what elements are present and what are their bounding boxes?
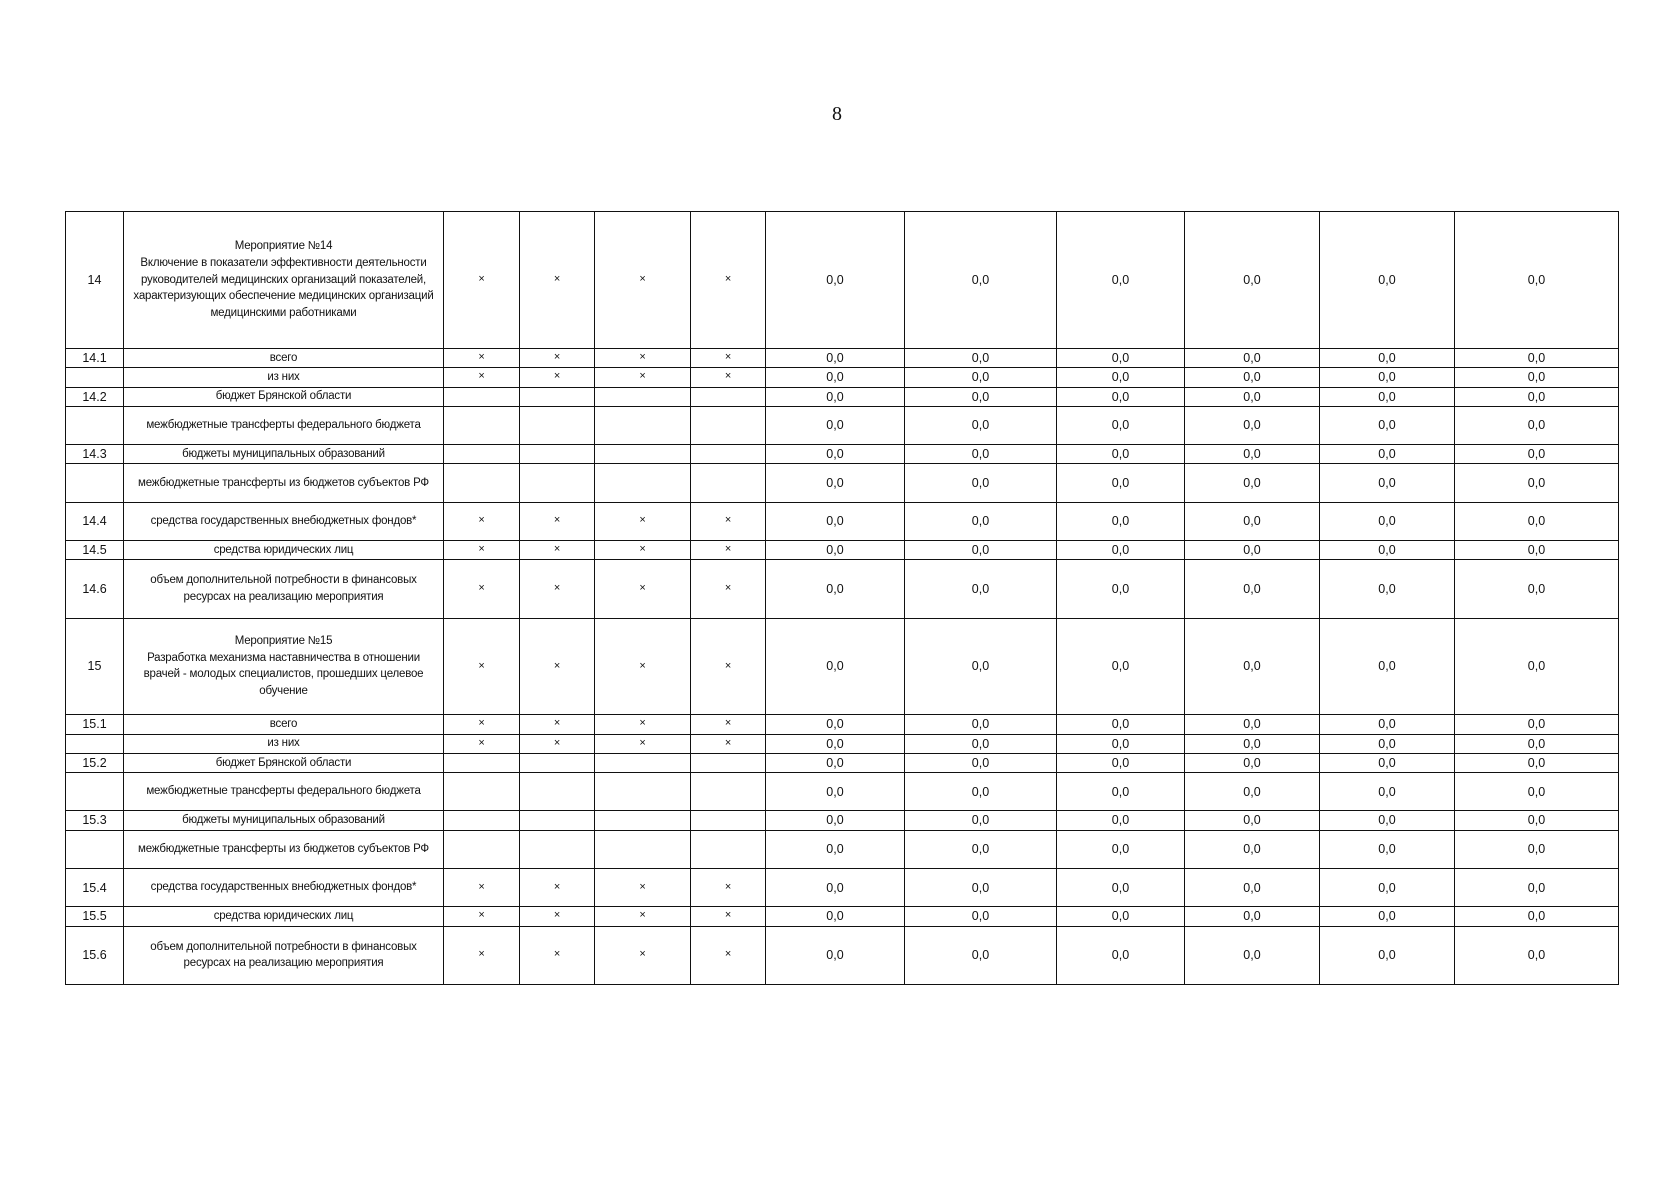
value-cell: 0,0 (1455, 926, 1619, 985)
mark-cell: × (595, 502, 691, 540)
mark-cell (595, 406, 691, 444)
table-row (66, 926, 1619, 985)
mark-cell: × (691, 715, 766, 734)
table-row (66, 773, 1619, 811)
table-row (66, 715, 1619, 734)
mark-cell: × (595, 618, 691, 715)
value-cell: 0,0 (1320, 907, 1455, 926)
mark-cell (595, 773, 691, 811)
value-cell: 0,0 (766, 715, 905, 734)
value-cell: 0,0 (1185, 811, 1320, 830)
measure-text: Включение в показатели эффективности деятельности руководителей медицинских организаций показателей, характеризующих обеспечение медицинских организаций медицинскими работниками (133, 257, 434, 320)
table-row (66, 502, 1619, 540)
mark-cell: × (595, 560, 691, 618)
table-row (66, 830, 1619, 868)
value-cell: 0,0 (1057, 212, 1185, 349)
mark-cell (520, 830, 595, 868)
value-cell: 0,0 (905, 753, 1057, 772)
mark-cell (444, 811, 520, 830)
mark-cell: × (520, 212, 595, 349)
value-cell: 0,0 (1320, 830, 1455, 868)
value-cell: 0,0 (766, 753, 905, 772)
mark-cell: × (444, 868, 520, 906)
table-row (66, 907, 1619, 926)
value-cell: 0,0 (1455, 734, 1619, 753)
value-cell: 0,0 (1185, 618, 1320, 715)
mark-cell (444, 753, 520, 772)
value-cell: 0,0 (1057, 560, 1185, 618)
value-cell: 0,0 (905, 368, 1057, 387)
value-cell: 0,0 (905, 540, 1057, 559)
mark-cell (691, 753, 766, 772)
value-cell: 0,0 (1057, 773, 1185, 811)
value-cell: 0,0 (1455, 907, 1619, 926)
value-cell: 0,0 (1185, 212, 1320, 349)
mark-cell: × (595, 907, 691, 926)
row-number (66, 734, 124, 753)
value-cell: 0,0 (1320, 212, 1455, 349)
row-number (66, 368, 124, 387)
mark-cell: × (691, 502, 766, 540)
row-number (66, 464, 124, 502)
row-number: 15.5 (66, 907, 124, 926)
table-row (66, 734, 1619, 753)
row-number: 14.6 (66, 560, 124, 618)
mark-cell (595, 387, 691, 406)
mark-cell: × (691, 349, 766, 368)
mark-cell (691, 464, 766, 502)
value-cell: 0,0 (1455, 349, 1619, 368)
value-cell: 0,0 (766, 464, 905, 502)
value-cell: 0,0 (766, 560, 905, 618)
mark-cell: × (595, 926, 691, 985)
row-number: 14.2 (66, 387, 124, 406)
value-cell: 0,0 (1455, 868, 1619, 906)
value-cell: 0,0 (905, 868, 1057, 906)
mark-cell: × (595, 212, 691, 349)
row-label: из них (124, 368, 444, 387)
value-cell: 0,0 (1185, 753, 1320, 772)
row-label: объем дополнительной потребности в финансовых ресурсах на реализацию мероприятия (124, 560, 444, 618)
value-cell: 0,0 (1455, 560, 1619, 618)
value-cell: 0,0 (1455, 368, 1619, 387)
measure-text: Разработка механизма наставничества в отношении врачей - молодых специалистов, прошедших целевое обучение (143, 651, 424, 698)
mark-cell: × (520, 349, 595, 368)
value-cell: 0,0 (1455, 753, 1619, 772)
table-row (66, 445, 1619, 464)
value-cell: 0,0 (1455, 773, 1619, 811)
value-cell: 0,0 (1185, 464, 1320, 502)
value-cell: 0,0 (1185, 773, 1320, 811)
mark-cell (595, 830, 691, 868)
row-number: 15 (66, 618, 124, 715)
table-row-measure (66, 212, 1619, 349)
table-row (66, 368, 1619, 387)
mark-cell: × (444, 926, 520, 985)
value-cell: 0,0 (1320, 618, 1455, 715)
value-cell: 0,0 (1320, 715, 1455, 734)
mark-cell (691, 811, 766, 830)
mark-cell: × (691, 868, 766, 906)
mark-cell: × (444, 560, 520, 618)
mark-cell: × (691, 618, 766, 715)
value-cell: 0,0 (1185, 445, 1320, 464)
row-label: из них (124, 734, 444, 753)
mark-cell: × (595, 540, 691, 559)
value-cell: 0,0 (1057, 907, 1185, 926)
table-row (66, 387, 1619, 406)
table-row (66, 349, 1619, 368)
funding-table (65, 211, 1619, 985)
row-label: межбюджетные трансферты федерального бюджета (124, 406, 444, 444)
value-cell: 0,0 (1185, 560, 1320, 618)
value-cell: 0,0 (1057, 464, 1185, 502)
row-label: средства государственных внебюджетных фондов* (124, 502, 444, 540)
value-cell: 0,0 (1057, 368, 1185, 387)
table-row (66, 464, 1619, 502)
value-cell: 0,0 (1320, 868, 1455, 906)
value-cell: 0,0 (1185, 406, 1320, 444)
row-number (66, 773, 124, 811)
value-cell: 0,0 (905, 406, 1057, 444)
value-cell: 0,0 (766, 811, 905, 830)
value-cell: 0,0 (766, 734, 905, 753)
value-cell: 0,0 (1185, 926, 1320, 985)
value-cell: 0,0 (766, 926, 905, 985)
value-cell: 0,0 (1320, 387, 1455, 406)
value-cell: 0,0 (766, 830, 905, 868)
row-number: 14.1 (66, 349, 124, 368)
value-cell: 0,0 (905, 907, 1057, 926)
value-cell: 0,0 (1057, 502, 1185, 540)
value-cell: 0,0 (905, 734, 1057, 753)
mark-cell: × (691, 734, 766, 753)
value-cell: 0,0 (1455, 811, 1619, 830)
mark-cell: × (520, 734, 595, 753)
row-label: межбюджетные трансферты из бюджетов субъектов РФ (124, 830, 444, 868)
value-cell: 0,0 (1455, 618, 1619, 715)
value-cell: 0,0 (1320, 926, 1455, 985)
value-cell: 0,0 (1185, 540, 1320, 559)
value-cell: 0,0 (1057, 715, 1185, 734)
mark-cell: × (444, 618, 520, 715)
row-label: всего (124, 715, 444, 734)
value-cell: 0,0 (905, 349, 1057, 368)
value-cell: 0,0 (1320, 368, 1455, 387)
mark-cell: × (595, 868, 691, 906)
mark-cell: × (444, 907, 520, 926)
mark-cell: × (444, 715, 520, 734)
value-cell: 0,0 (766, 868, 905, 906)
mark-cell: × (520, 560, 595, 618)
value-cell: 0,0 (766, 502, 905, 540)
mark-cell (595, 753, 691, 772)
row-label: бюджет Брянской области (124, 387, 444, 406)
mark-cell: × (520, 368, 595, 387)
mark-cell: × (520, 715, 595, 734)
value-cell: 0,0 (1455, 406, 1619, 444)
mark-cell: × (444, 349, 520, 368)
mark-cell (691, 830, 766, 868)
value-cell: 0,0 (905, 811, 1057, 830)
value-cell: 0,0 (766, 907, 905, 926)
value-cell: 0,0 (1320, 445, 1455, 464)
mark-cell: × (691, 926, 766, 985)
value-cell: 0,0 (1057, 753, 1185, 772)
value-cell: 0,0 (1057, 540, 1185, 559)
mark-cell (444, 406, 520, 444)
table-row (66, 868, 1619, 906)
mark-cell (444, 773, 520, 811)
row-label: средства юридических лиц (124, 540, 444, 559)
value-cell: 0,0 (1185, 868, 1320, 906)
value-cell: 0,0 (1320, 349, 1455, 368)
row-number: 15.3 (66, 811, 124, 830)
row-label: бюджет Брянской области (124, 753, 444, 772)
table-row (66, 540, 1619, 559)
value-cell: 0,0 (905, 212, 1057, 349)
page-number: 8 (832, 103, 842, 125)
row-number: 15.1 (66, 715, 124, 734)
mark-cell (520, 464, 595, 502)
row-label: бюджеты муниципальных образований (124, 445, 444, 464)
value-cell: 0,0 (905, 618, 1057, 715)
mark-cell: × (444, 368, 520, 387)
value-cell: 0,0 (1185, 368, 1320, 387)
mark-cell (520, 406, 595, 444)
mark-cell: × (691, 540, 766, 559)
mark-cell (444, 464, 520, 502)
value-cell: 0,0 (766, 212, 905, 349)
value-cell: 0,0 (1320, 406, 1455, 444)
value-cell: 0,0 (1185, 715, 1320, 734)
mark-cell (595, 811, 691, 830)
value-cell: 0,0 (1057, 830, 1185, 868)
mark-cell: × (691, 560, 766, 618)
value-cell: 0,0 (1320, 560, 1455, 618)
mark-cell (595, 445, 691, 464)
value-cell: 0,0 (1455, 387, 1619, 406)
value-cell: 0,0 (1057, 811, 1185, 830)
row-number: 14.3 (66, 445, 124, 464)
value-cell: 0,0 (1185, 907, 1320, 926)
row-label: средства юридических лиц (124, 907, 444, 926)
row-label: всего (124, 349, 444, 368)
mark-cell: × (595, 368, 691, 387)
measure-description (124, 212, 444, 349)
value-cell: 0,0 (766, 773, 905, 811)
value-cell: 0,0 (1185, 387, 1320, 406)
value-cell: 0,0 (1455, 464, 1619, 502)
value-cell: 0,0 (766, 618, 905, 715)
row-label: бюджеты муниципальных образований (124, 811, 444, 830)
measure-title: Мероприятие №15 (234, 635, 333, 648)
mark-cell (691, 406, 766, 444)
mark-cell: × (444, 734, 520, 753)
row-number (66, 830, 124, 868)
mark-cell (520, 753, 595, 772)
value-cell: 0,0 (1455, 212, 1619, 349)
table-row (66, 560, 1619, 618)
value-cell: 0,0 (1455, 540, 1619, 559)
value-cell: 0,0 (905, 560, 1057, 618)
value-cell: 0,0 (1320, 753, 1455, 772)
row-label: межбюджетные трансферты из бюджетов субъектов РФ (124, 464, 444, 502)
mark-cell: × (444, 502, 520, 540)
mark-cell: × (520, 618, 595, 715)
value-cell: 0,0 (1057, 734, 1185, 753)
row-number: 14.5 (66, 540, 124, 559)
mark-cell: × (520, 907, 595, 926)
row-label: межбюджетные трансферты федерального бюджета (124, 773, 444, 811)
value-cell: 0,0 (766, 540, 905, 559)
value-cell: 0,0 (766, 387, 905, 406)
mark-cell: × (691, 212, 766, 349)
value-cell: 0,0 (1320, 773, 1455, 811)
value-cell: 0,0 (1320, 734, 1455, 753)
mark-cell (520, 387, 595, 406)
value-cell: 0,0 (1320, 540, 1455, 559)
row-number: 14 (66, 212, 124, 349)
value-cell: 0,0 (1320, 464, 1455, 502)
row-number: 15.4 (66, 868, 124, 906)
value-cell: 0,0 (905, 773, 1057, 811)
row-number: 15.6 (66, 926, 124, 985)
mark-cell: × (444, 212, 520, 349)
mark-cell: × (520, 868, 595, 906)
value-cell: 0,0 (905, 502, 1057, 540)
value-cell: 0,0 (1185, 830, 1320, 868)
value-cell: 0,0 (1320, 502, 1455, 540)
value-cell: 0,0 (905, 715, 1057, 734)
mark-cell (520, 773, 595, 811)
mark-cell (691, 773, 766, 811)
value-cell: 0,0 (1057, 349, 1185, 368)
mark-cell: × (595, 349, 691, 368)
value-cell: 0,0 (905, 387, 1057, 406)
mark-cell: × (520, 540, 595, 559)
mark-cell: × (595, 715, 691, 734)
mark-cell (444, 445, 520, 464)
value-cell: 0,0 (1057, 387, 1185, 406)
value-cell: 0,0 (1455, 715, 1619, 734)
mark-cell: × (595, 734, 691, 753)
measure-description (124, 618, 444, 715)
table-row (66, 753, 1619, 772)
value-cell: 0,0 (905, 926, 1057, 985)
mark-cell (691, 445, 766, 464)
row-number: 14.4 (66, 502, 124, 540)
row-number (66, 406, 124, 444)
value-cell: 0,0 (1320, 811, 1455, 830)
row-label: объем дополнительной потребности в финансовых ресурсах на реализацию мероприятия (124, 926, 444, 985)
value-cell: 0,0 (766, 349, 905, 368)
value-cell: 0,0 (1455, 502, 1619, 540)
mark-cell: × (520, 926, 595, 985)
mark-cell (520, 811, 595, 830)
row-label: средства государственных внебюджетных фондов* (124, 868, 444, 906)
mark-cell (444, 387, 520, 406)
table-row (66, 811, 1619, 830)
table-row-measure (66, 618, 1619, 715)
value-cell: 0,0 (1057, 445, 1185, 464)
mark-cell (444, 830, 520, 868)
value-cell: 0,0 (766, 368, 905, 387)
value-cell: 0,0 (1455, 830, 1619, 868)
value-cell: 0,0 (1185, 734, 1320, 753)
row-number: 15.2 (66, 753, 124, 772)
mark-cell (520, 445, 595, 464)
value-cell: 0,0 (1185, 349, 1320, 368)
table-row (66, 406, 1619, 444)
mark-cell (691, 387, 766, 406)
table-body (66, 212, 1619, 985)
value-cell: 0,0 (766, 445, 905, 464)
value-cell: 0,0 (905, 830, 1057, 868)
value-cell: 0,0 (766, 406, 905, 444)
mark-cell (595, 464, 691, 502)
value-cell: 0,0 (1057, 618, 1185, 715)
mark-cell: × (691, 907, 766, 926)
mark-cell: × (691, 368, 766, 387)
measure-title: Мероприятие №14 (234, 240, 333, 253)
value-cell: 0,0 (905, 445, 1057, 464)
value-cell: 0,0 (1057, 868, 1185, 906)
value-cell: 0,0 (1185, 502, 1320, 540)
value-cell: 0,0 (1057, 926, 1185, 985)
mark-cell: × (444, 540, 520, 559)
value-cell: 0,0 (905, 464, 1057, 502)
value-cell: 0,0 (1057, 406, 1185, 444)
mark-cell: × (520, 502, 595, 540)
value-cell: 0,0 (1455, 445, 1619, 464)
